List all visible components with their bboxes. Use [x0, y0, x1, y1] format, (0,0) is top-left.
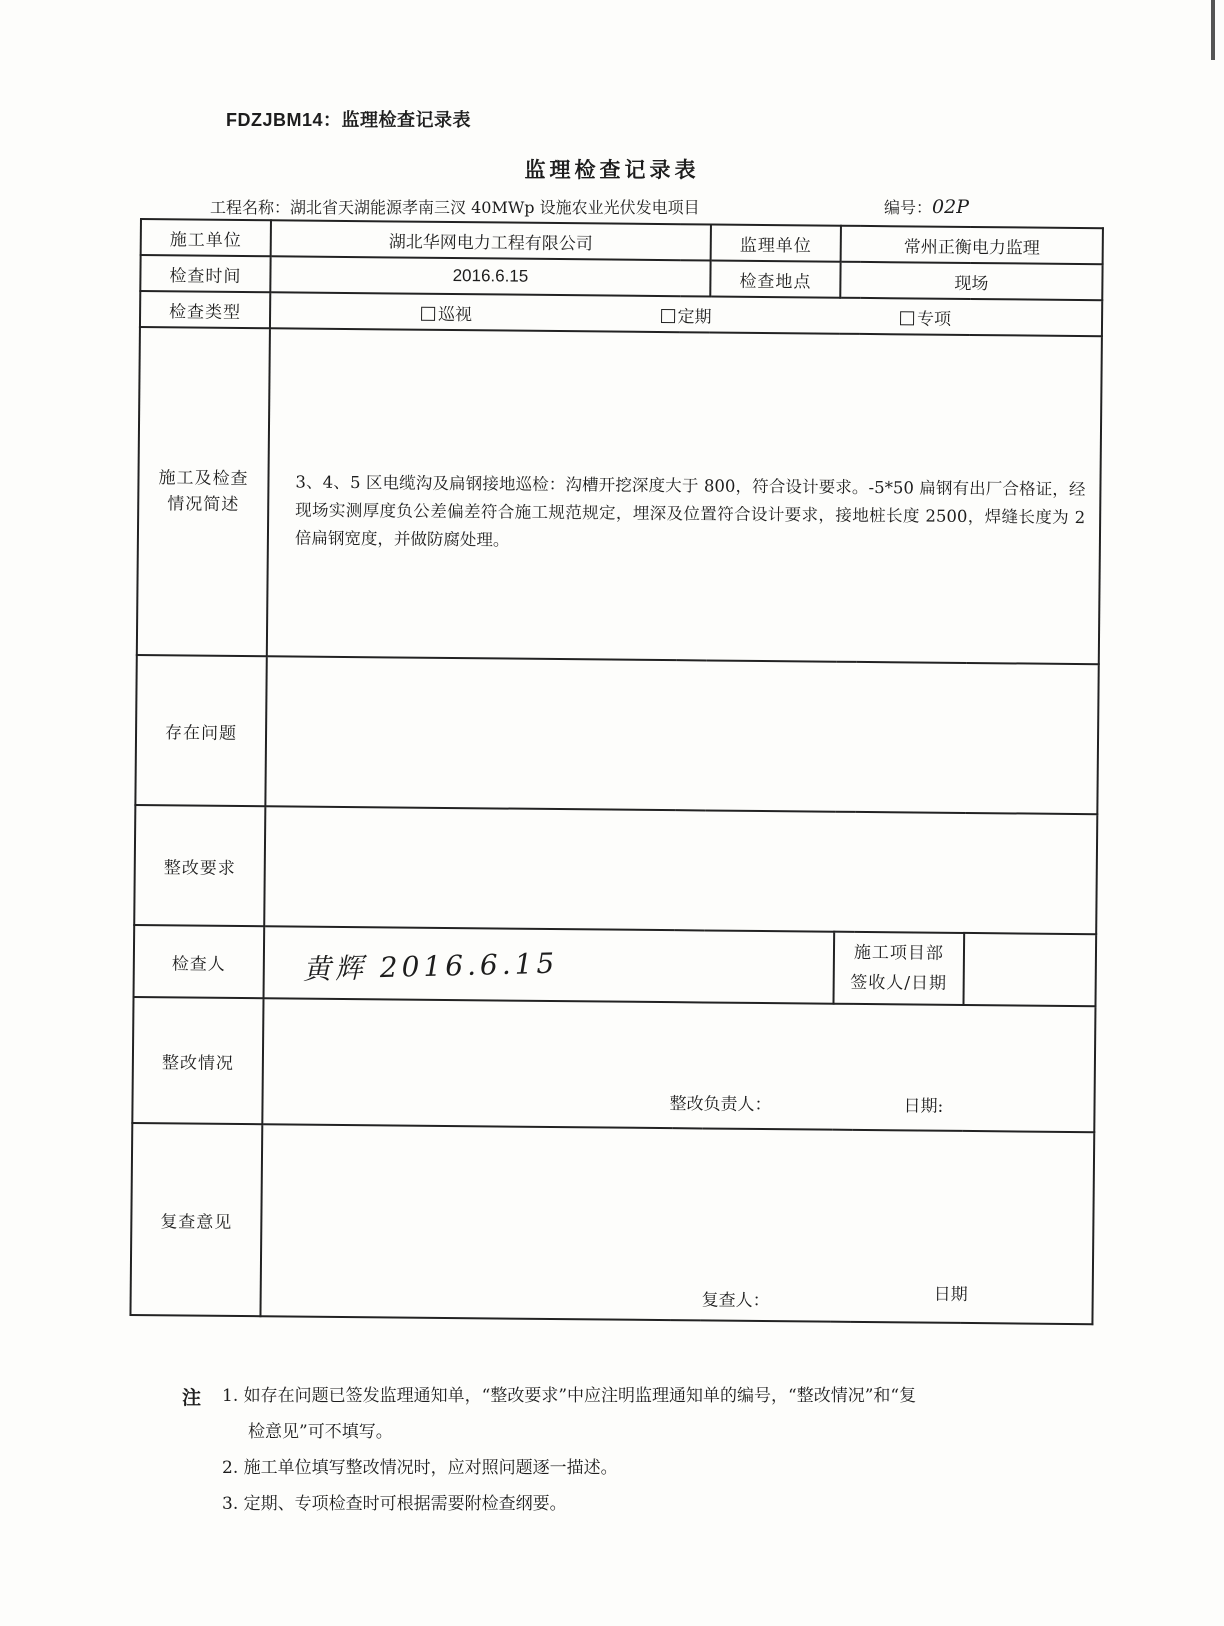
project-line [210, 195, 700, 218]
problems-label: 存在问题 [135, 655, 266, 806]
inspection-type-label: 检查类型 [140, 291, 270, 328]
project-label: 工程名称： [210, 198, 291, 217]
note-1: 1. 如存在问题已签发监理通知单，“整改要求”中应注明监理通知单的编号，“整改情况”和“复 [222, 1386, 917, 1406]
rectify-date-label: 日期: [903, 1096, 944, 1117]
type-periodic-label: 定期 [677, 306, 712, 327]
description-field[interactable] [267, 328, 1102, 664]
serial-label: 编号： [884, 198, 933, 217]
inspection-place-value: 现场 [840, 262, 1102, 301]
scan-edge-mark [1211, 0, 1215, 60]
inspection-time-value: 2016.6.15 [270, 256, 710, 296]
inspector-signature: 黄辉 2016.6.15 [302, 946, 559, 987]
description-label-line2: 情况简述 [167, 494, 240, 515]
rectify-requirements-label: 整改要求 [134, 805, 265, 926]
supervision-unit-label: 监理单位 [711, 224, 841, 261]
type-special-checkbox[interactable] [900, 304, 951, 329]
review-date-label: 日期 [933, 1284, 968, 1305]
note-1-cont: 检意见”可不填写。 [248, 1422, 393, 1442]
type-patrol-label: 巡视 [437, 304, 473, 325]
description-label [137, 327, 270, 656]
type-periodic-checkbox[interactable] [660, 302, 711, 327]
description-text: 3、4、5 区电缆沟及扁钢接地巡检：沟槽开挖深度大于 800，符合设计要求。-5*50 扁钢有出厂合格证，经现场实测厚度负公差偏差符合施工规范规定，埋深及位置符合设计要求，接地桩长度 2500，焊缝长度为 2 倍扁钢宽度，并做防腐处理。 [294, 472, 1086, 550]
note-3: 3. 定期、专项检查时可根据需要附检查纲要。 [222, 1494, 567, 1514]
form-table [129, 218, 1103, 1325]
inspector-signature-field[interactable] [264, 926, 835, 1003]
checkbox-icon [661, 309, 675, 323]
note-2: 2. 施工单位填写整改情况时，应对照问题逐一描述。 [222, 1458, 618, 1478]
page-title: 监理检查记录表 [524, 157, 700, 182]
construction-unit-value: 湖北华网电力工程有限公司 [271, 220, 711, 260]
row-rectify-status [132, 997, 1095, 1132]
review-label: 复查意见 [130, 1123, 262, 1316]
type-patrol-checkbox[interactable] [421, 299, 472, 324]
supervision-unit-value: 常州正衡电力监理 [841, 226, 1103, 265]
checkbox-icon [421, 306, 435, 320]
dept-sign-label-line1: 施工项目部 [853, 942, 945, 964]
dept-sign-label-line2: 签收人/日期 [850, 972, 948, 994]
project-name: 湖北省天湖能源孝南三汊 40MWp 设施农业光伏发电项目 [290, 198, 700, 217]
rectify-person-label: 整改负责人： [669, 1094, 772, 1116]
checkbox-icon [900, 311, 914, 325]
inspection-time-label: 检查时间 [140, 255, 270, 292]
serial-line [884, 195, 969, 218]
type-special-label: 专项 [916, 308, 952, 330]
row-problems [135, 655, 1098, 814]
rectify-requirements-field[interactable] [264, 806, 1097, 934]
row-review [130, 1123, 1094, 1324]
inspection-place-label: 检查地点 [710, 260, 840, 297]
reviewer-label: 复查人： [701, 1290, 770, 1312]
dept-sign-field[interactable] [963, 933, 1096, 1006]
review-field[interactable] [260, 1124, 1094, 1324]
inspector-label: 检查人 [134, 925, 265, 998]
rectify-status-label: 整改情况 [132, 997, 263, 1124]
inspection-form [129, 218, 1102, 1387]
description-label-line1: 施工及检查 [158, 468, 249, 490]
row-description [137, 327, 1102, 664]
dept-sign-label [833, 932, 964, 1005]
row-inspector [134, 925, 1097, 1006]
form-code: FDZJBM14：监理检查记录表 [226, 110, 472, 130]
serial-value: 02P [932, 196, 969, 218]
construction-unit-label: 施工单位 [141, 219, 271, 256]
notes-head: 注 [182, 1387, 202, 1409]
row-rectify-requirements [134, 805, 1097, 934]
rectify-status-field[interactable] [262, 998, 1095, 1132]
problems-field[interactable] [265, 656, 1098, 814]
